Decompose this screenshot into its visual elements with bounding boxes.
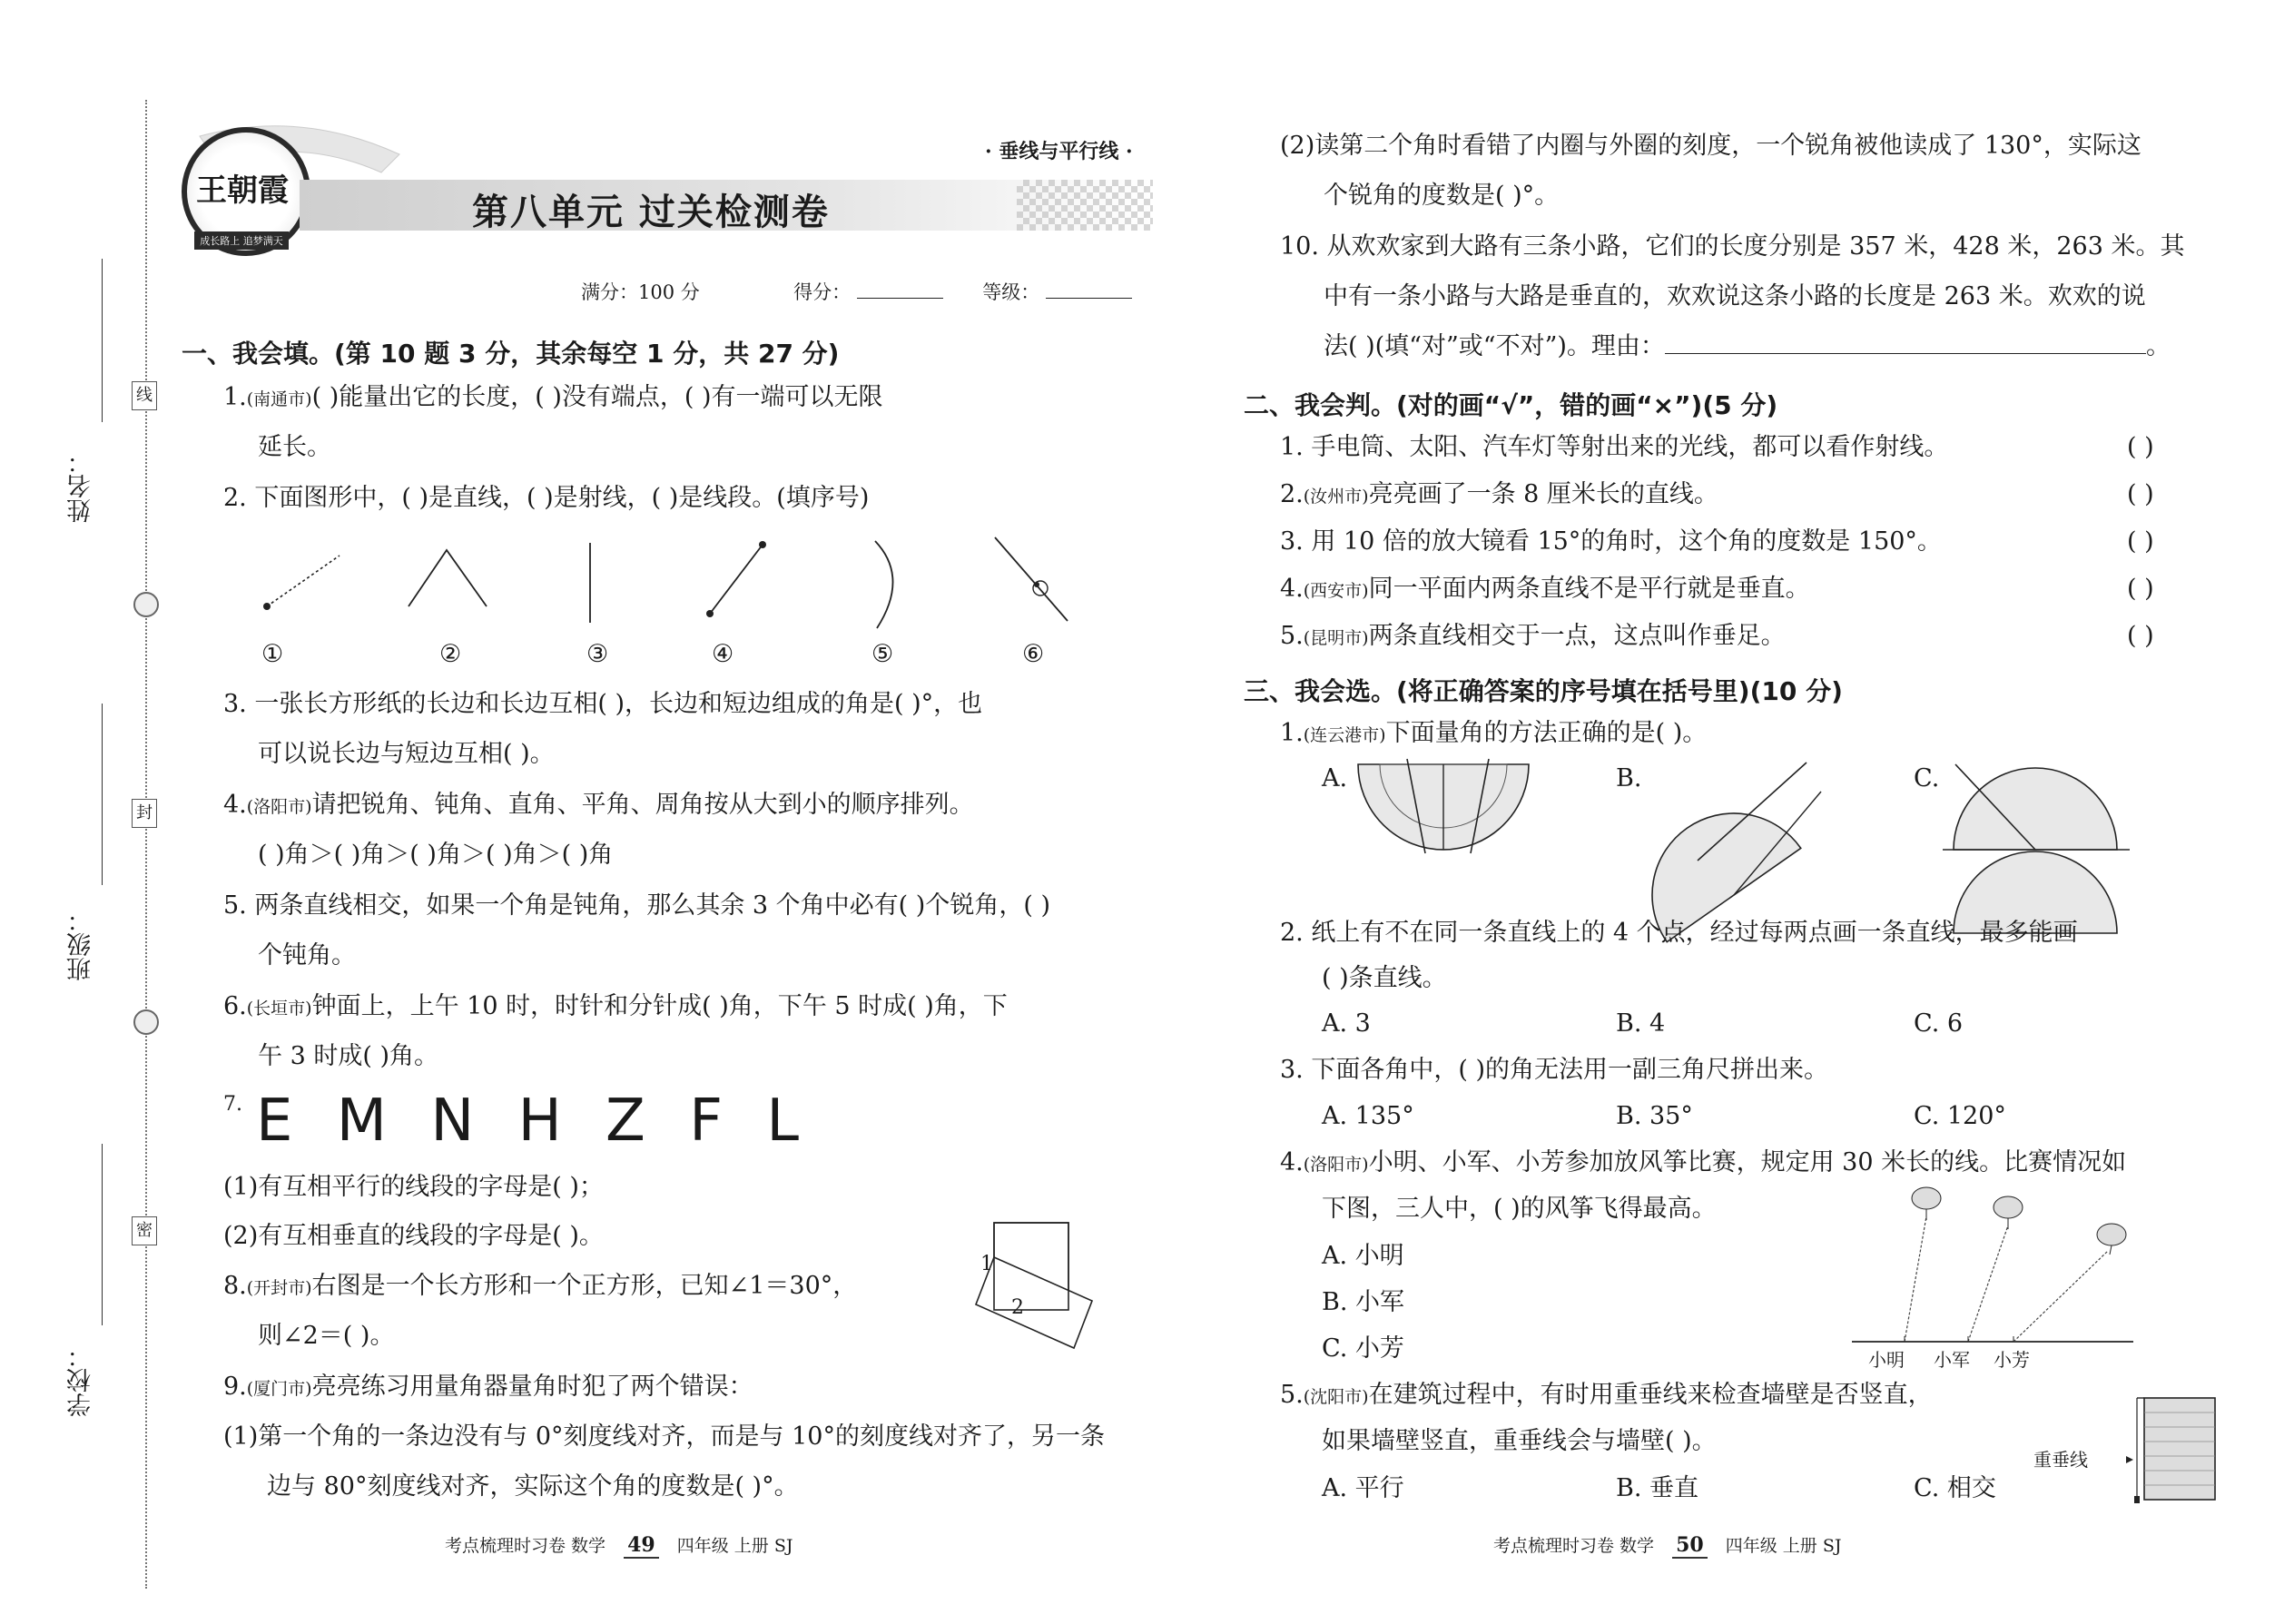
- score-blank[interactable]: [857, 297, 943, 299]
- question-6-cont: 午 3 时成( )角。: [258, 1042, 438, 1070]
- choice-3: 3. 下面各角中，( )的角无法用一副三角尺拼出来。: [1280, 1056, 1828, 1084]
- judge-5: 5.(昆明市)两条直线相交于一点，这点叫作垂足。: [1280, 622, 1786, 650]
- choice-3-option-a: A. 135°: [1322, 1102, 1414, 1130]
- question-4: 4.(洛阳市)请把锐角、钝角、直角、平角、周角按从大到小的顺序排列。: [223, 791, 974, 819]
- judge-3-answer[interactable]: ( ): [2127, 527, 2154, 556]
- cut-mark-xian: 线: [132, 381, 157, 410]
- kite-name-xiaofang: 小芳: [1994, 1349, 2030, 1371]
- figure-5-curve: [875, 541, 893, 628]
- question-3: 3. 一张长方形纸的长边和长边互相( )，长边和短边组成的角是( )°，也: [223, 690, 983, 718]
- choice-5-option-c: C. 相交: [1914, 1474, 1996, 1502]
- question-7-number: 7.: [223, 1093, 242, 1116]
- school-label: 学校：: [67, 1343, 95, 1417]
- choice-1: 1.(连云港市)下面量角的方法正确的是( )。: [1280, 719, 1708, 747]
- question-10-cont: 中有一条小路与大路是垂直的，欢欢说这条小路的长度是 263 米。欢欢的说: [1324, 282, 2146, 310]
- choice-4-option-a: A. 小明: [1322, 1242, 1404, 1270]
- footer-left: 考点梳理时习卷 数学 49 四年级 上册 SJ: [445, 1533, 793, 1557]
- choice-2-option-c: C. 6: [1914, 1009, 1964, 1038]
- shape-label-4: ④: [712, 640, 734, 668]
- page-number: 50: [1672, 1533, 1708, 1559]
- right-page: [1216, 0, 2294, 1624]
- kite-1-icon: [1912, 1187, 1941, 1220]
- kite-3-icon: [2097, 1224, 2126, 1255]
- question-3-cont: 可以说长边与短边互相( )。: [258, 740, 555, 768]
- binding-dotted-line: [145, 100, 147, 1589]
- question-9-part-1-cont: 边与 80°刻度线对齐，实际这个角的度数是( )°。: [267, 1472, 799, 1501]
- cut-mark-feng: 封: [132, 799, 157, 828]
- cut-knot-icon: [133, 1009, 159, 1035]
- shape-label-1: ①: [261, 640, 284, 668]
- score-line: [581, 278, 1132, 305]
- kite-2-icon: [1994, 1196, 2023, 1229]
- choice-2-option-b: B. 4: [1616, 1009, 1666, 1038]
- page-title: 第八单元 过关检测卷: [472, 192, 830, 233]
- full-score: 满分：100 分: [581, 281, 700, 303]
- figure-4-segment: [710, 545, 763, 614]
- choice-3-option-c: C. 120°: [1914, 1102, 2006, 1130]
- judge-5-answer[interactable]: ( ): [2127, 622, 2154, 650]
- choice-4-cont: 下图，三人中，( )的风筝飞得最高。: [1322, 1195, 1717, 1223]
- choice-1-option-b: B.: [1616, 764, 1642, 792]
- judge-4: 4.(西安市)同一平面内两条直线不是平行就是垂直。: [1280, 575, 1810, 603]
- footer-right: 考点梳理时习卷 数学 50 四年级 上册 SJ: [1493, 1533, 1842, 1557]
- page-number: 49: [624, 1533, 659, 1559]
- shape-label-2: ②: [439, 640, 462, 668]
- grade-blank[interactable]: [1046, 297, 1132, 299]
- question-10: 10. 从欢欢家到大路有三条小路，它们的长度分别是 357 米，428 米，263 米。其: [1280, 232, 2185, 261]
- cut-mark-mi: 密: [132, 1216, 157, 1245]
- choice-3-option-b: B. 35°: [1616, 1102, 1693, 1130]
- question-8-cont: 则∠2＝( )。: [258, 1322, 395, 1350]
- choice-5: 5.(沈阳市)在建筑过程中，有时用重垂线来检查墙壁是否竖直，: [1280, 1381, 1933, 1409]
- brand-slogan: 成长路上 追梦满天: [194, 231, 289, 250]
- shape-label-3: ③: [586, 640, 609, 668]
- choice-4-option-c: C. 小芳: [1322, 1334, 1404, 1363]
- judge-1-answer[interactable]: ( ): [2127, 433, 2154, 461]
- name-label: 姓名：: [67, 449, 95, 523]
- question-9-part-2-cont: 个锐角的度数是( )°。: [1324, 182, 1560, 210]
- choice-2: 2. 纸上有不在同一条直线上的 4 个点，经过每两点画一条直线，最多能画: [1280, 919, 2078, 947]
- figure-6-line: [995, 537, 1068, 621]
- shape-label-5: ⑤: [871, 640, 894, 668]
- kite-name-xiaoming: 小明: [1868, 1349, 1905, 1371]
- figure-2-angle: [409, 550, 487, 606]
- protractor-a-icon: [1353, 759, 1534, 859]
- judge-1: 1. 手电筒、太阳、汽车灯等射出来的光线，都可以看作射线。: [1280, 433, 1949, 461]
- reason-blank[interactable]: [1665, 352, 2146, 354]
- judge-4-answer[interactable]: ( ): [2127, 575, 2154, 603]
- choice-1-option-a: A.: [1322, 764, 1348, 792]
- choice-2-cont: ( )条直线。: [1322, 964, 1447, 992]
- question-1: 1.(南通市)( )能量出它的长度，( )没有端点，( )有一端可以无限: [223, 383, 883, 411]
- question-8: 8.(开封市)右图是一个长方形和一个正方形，已知∠1＝30°，: [223, 1272, 858, 1300]
- plumb-wall-figure: [2124, 1389, 2224, 1507]
- name-underline: [102, 259, 103, 422]
- q2-figures: [245, 534, 1153, 652]
- choice-4: 4.(洛阳市)小明、小军、小芳参加放风筝比赛，规定用 30 米长的线。比赛情况如: [1280, 1148, 2127, 1176]
- question-7-letters: E M N H Z F L: [256, 1088, 812, 1155]
- question-10-answer: 法( )(填“对”或“不对”)。理由： 。: [1324, 332, 2171, 360]
- question-1-cont: 延长。: [258, 433, 331, 461]
- section-1-heading: 一、我会填。(第 10 题 3 分，其余每空 1 分，共 27 分): [182, 339, 840, 369]
- kite-name-xiaojun: 小军: [1934, 1349, 1970, 1371]
- class-label: 班级：: [67, 908, 95, 981]
- cut-knot-icon: [133, 592, 159, 617]
- choice-2-option-a: A. 3: [1322, 1009, 1371, 1038]
- choice-5-option-a: A. 平行: [1322, 1474, 1404, 1502]
- question-9: 9.(厦门市)亮亮练习用量角器量角时犯了两个错误：: [223, 1373, 753, 1401]
- question-6: 6.(长垣市)钟面上，上午 10 时，时针和分针成( )角，下午 5 时成( )角，下: [223, 992, 1008, 1020]
- plumb-line-label: 重垂线: [2033, 1449, 2088, 1471]
- judge-2: 2.(汝州市)亮亮画了一条 8 厘米长的直线。: [1280, 480, 1718, 508]
- judge-3: 3. 用 10 倍的放大镜看 15°的角时，这个角的度数是 150°。: [1280, 527, 1942, 556]
- choice-5-cont: 如果墙壁竖直，重垂线会与墙壁( )。: [1322, 1427, 1717, 1455]
- q8-angle-2-label: 2: [1011, 1296, 1024, 1319]
- topic-label: · 垂线与平行线 ·: [985, 140, 1133, 163]
- grade-label: 等级：: [982, 281, 1040, 303]
- question-9-part-1: (1)第一个角的一条边没有与 0°刻度线对齐，而是与 10°的刻度线对齐了，另一条: [223, 1422, 1105, 1451]
- q8-rectangle-square-figure: [976, 1221, 1121, 1357]
- question-4-order: ( )角＞( )角＞( )角＞( )角＞( )角: [258, 841, 614, 869]
- kite-string-3: [2013, 1251, 2108, 1342]
- score-label: 得分：: [793, 281, 852, 303]
- protractor-b-icon: [1643, 759, 1825, 904]
- section-2-heading: 二、我会判。(对的画“√”，错的画“×”)(5 分): [1244, 390, 1778, 420]
- school-underline: [102, 1144, 103, 1325]
- question-5: 5. 两条直线相交，如果一个角是钝角，那么其余 3 个角中必有( )个锐角，( ): [223, 891, 1050, 920]
- q8-angle-1-label: 1: [980, 1253, 993, 1275]
- choice-4-option-b: B. 小军: [1322, 1288, 1405, 1316]
- question-5-cont: 个钝角。: [258, 941, 356, 969]
- choice-1-option-c: C.: [1914, 764, 1940, 792]
- question-9-part-2: (2)读第二个角时看错了内圈与外圈的刻度，一个锐角被他读成了 130°，实际这: [1280, 132, 2141, 160]
- class-underline: [102, 704, 103, 885]
- kite-string-1: [1905, 1216, 1926, 1342]
- kite-string-2: [1968, 1225, 2008, 1342]
- question-7-part-1: (1)有互相平行的线段的字母是( )；: [223, 1173, 604, 1201]
- question-2: 2. 下面图形中，( )是直线，( )是射线，( )是线段。(填序号): [223, 484, 870, 512]
- choice-5-option-b: B. 垂直: [1616, 1474, 1699, 1502]
- brand-name: 王朝霞: [196, 172, 289, 209]
- question-7-part-2: (2)有互相垂直的线段的字母是( )。: [223, 1222, 604, 1250]
- section-3-heading: 三、我会选。(将正确答案的序号填在括号里)(10 分): [1244, 676, 1843, 706]
- judge-2-answer[interactable]: ( ): [2127, 480, 2154, 508]
- figure-1-ray: [267, 556, 340, 606]
- protractor-c-icon: [1943, 759, 2133, 868]
- banner-pattern: [1017, 180, 1153, 231]
- shape-label-6: ⑥: [1022, 640, 1045, 668]
